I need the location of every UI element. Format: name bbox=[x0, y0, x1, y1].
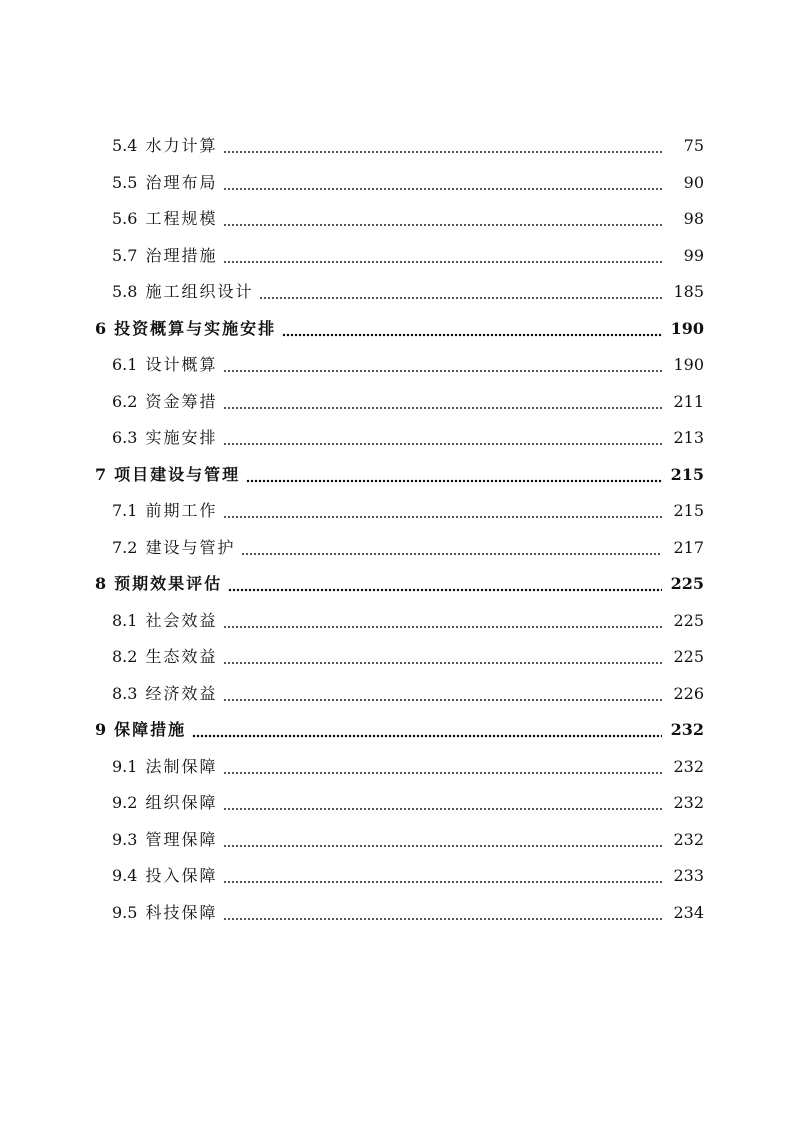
dot-leader bbox=[223, 355, 662, 375]
toc-entry-number: 5.4 bbox=[112, 136, 138, 156]
toc-chapter-8[interactable] bbox=[0, 566, 800, 603]
toc-entry-title: 治理布局 bbox=[145, 172, 218, 192]
toc-entry-6-3[interactable] bbox=[0, 420, 800, 457]
toc-entry-title: 投入保障 bbox=[145, 866, 218, 886]
toc-chapter-number: 6 bbox=[95, 318, 107, 338]
toc-chapter-page: 215 bbox=[670, 464, 704, 484]
toc-chapter-number: 8 bbox=[95, 574, 107, 594]
toc-entry-title: 设计概算 bbox=[145, 355, 218, 375]
toc-entry-9-1[interactable] bbox=[0, 749, 800, 786]
toc-entry-number: 6.3 bbox=[112, 428, 138, 448]
toc-entry-number: 6.2 bbox=[112, 391, 138, 411]
toc-chapter-7[interactable] bbox=[0, 457, 800, 494]
table-of-contents bbox=[0, 128, 800, 931]
toc-chapter-title: 投资概算与实施安排 bbox=[114, 318, 277, 338]
dot-leader bbox=[223, 647, 662, 667]
dot-leader bbox=[259, 282, 662, 302]
toc-entry-page: 226 bbox=[673, 683, 704, 703]
dot-leader bbox=[246, 465, 662, 485]
toc-entry-number: 9.5 bbox=[112, 902, 138, 922]
toc-entry-title: 经济效益 bbox=[145, 683, 218, 703]
toc-entry-page: 232 bbox=[673, 829, 704, 849]
toc-entry-number: 7.1 bbox=[112, 501, 138, 521]
toc-entry-title: 前期工作 bbox=[145, 501, 218, 521]
toc-chapter-6[interactable] bbox=[0, 311, 800, 348]
toc-chapter-title: 预期效果评估 bbox=[114, 574, 223, 594]
toc-entry-title: 法制保障 bbox=[145, 756, 218, 776]
toc-entry-5-6[interactable] bbox=[0, 201, 800, 238]
toc-entry-number: 9.3 bbox=[112, 829, 138, 849]
toc-entry-title: 资金筹措 bbox=[145, 391, 218, 411]
dot-leader bbox=[223, 501, 662, 521]
toc-entry-number: 8.3 bbox=[112, 683, 138, 703]
toc-chapter-number: 7 bbox=[95, 464, 107, 484]
toc-entry-page: 215 bbox=[673, 501, 704, 521]
toc-entry-page: 225 bbox=[673, 610, 704, 630]
dot-leader bbox=[223, 793, 662, 813]
toc-entry-page: 98 bbox=[683, 209, 704, 229]
dot-leader bbox=[223, 757, 662, 777]
toc-entry-6-1[interactable] bbox=[0, 347, 800, 384]
toc-entry-title: 管理保障 bbox=[145, 829, 218, 849]
toc-entry-title: 施工组织设计 bbox=[145, 282, 254, 302]
toc-entry-9-4[interactable] bbox=[0, 858, 800, 895]
toc-entry-page: 232 bbox=[673, 793, 704, 813]
toc-entry-title: 治理措施 bbox=[145, 245, 218, 265]
dot-leader bbox=[223, 246, 662, 266]
toc-entry-page: 90 bbox=[683, 172, 704, 192]
dot-leader bbox=[223, 684, 662, 704]
toc-entry-title: 生态效益 bbox=[145, 647, 218, 667]
toc-chapter-number: 9 bbox=[95, 720, 107, 740]
dot-leader bbox=[241, 538, 662, 558]
toc-entry-page: 190 bbox=[673, 355, 704, 375]
toc-entry-number: 5.7 bbox=[112, 245, 138, 265]
dot-leader bbox=[223, 866, 662, 886]
toc-entry-title: 建设与管护 bbox=[145, 537, 236, 557]
toc-entry-7-2[interactable] bbox=[0, 530, 800, 567]
toc-entry-number: 8.1 bbox=[112, 610, 138, 630]
toc-chapter-title: 项目建设与管理 bbox=[114, 464, 241, 484]
toc-entry-title: 社会效益 bbox=[145, 610, 218, 630]
toc-chapter-page: 232 bbox=[670, 720, 704, 740]
dot-leader bbox=[223, 428, 662, 448]
dot-leader bbox=[223, 903, 662, 923]
dot-leader bbox=[282, 319, 662, 339]
dot-leader bbox=[223, 392, 662, 412]
toc-entry-8-3[interactable] bbox=[0, 676, 800, 713]
toc-chapter-title: 保障措施 bbox=[114, 720, 187, 740]
toc-entry-page: 75 bbox=[683, 136, 704, 156]
toc-entry-page: 211 bbox=[673, 391, 704, 411]
dot-leader bbox=[192, 720, 662, 740]
toc-entry-6-2[interactable] bbox=[0, 384, 800, 421]
toc-entry-page: 233 bbox=[673, 866, 704, 886]
toc-entry-title: 水力计算 bbox=[145, 136, 218, 156]
toc-entry-8-2[interactable] bbox=[0, 639, 800, 676]
toc-chapter-9[interactable] bbox=[0, 712, 800, 749]
dot-leader bbox=[223, 830, 662, 850]
toc-entry-page: 217 bbox=[673, 537, 704, 557]
toc-entry-page: 225 bbox=[673, 647, 704, 667]
dot-leader bbox=[223, 611, 662, 631]
toc-entry-title: 实施安排 bbox=[145, 428, 218, 448]
toc-entry-7-1[interactable] bbox=[0, 493, 800, 530]
toc-entry-number: 9.2 bbox=[112, 793, 138, 813]
toc-chapter-page: 225 bbox=[670, 574, 704, 594]
dot-leader bbox=[223, 173, 662, 193]
toc-entry-number: 6.1 bbox=[112, 355, 138, 375]
dot-leader bbox=[228, 574, 662, 594]
toc-entry-5-8[interactable] bbox=[0, 274, 800, 311]
toc-entry-number: 5.6 bbox=[112, 209, 138, 229]
toc-entry-5-7[interactable] bbox=[0, 238, 800, 275]
toc-entry-9-5[interactable] bbox=[0, 895, 800, 932]
toc-entry-number: 9.4 bbox=[112, 866, 138, 886]
toc-entry-9-2[interactable] bbox=[0, 785, 800, 822]
toc-entry-number: 7.2 bbox=[112, 537, 138, 557]
toc-entry-5-4[interactable] bbox=[0, 128, 800, 165]
toc-entry-page: 232 bbox=[673, 756, 704, 776]
toc-entry-number: 5.5 bbox=[112, 172, 138, 192]
toc-entry-9-3[interactable] bbox=[0, 822, 800, 859]
toc-entry-page: 185 bbox=[673, 282, 704, 302]
toc-entry-page: 213 bbox=[673, 428, 704, 448]
toc-entry-title: 组织保障 bbox=[145, 793, 218, 813]
toc-entry-5-5[interactable] bbox=[0, 165, 800, 202]
toc-entry-page: 234 bbox=[673, 902, 704, 922]
toc-chapter-page: 190 bbox=[670, 318, 704, 338]
toc-entry-number: 8.2 bbox=[112, 647, 138, 667]
toc-entry-8-1[interactable] bbox=[0, 603, 800, 640]
dot-leader bbox=[223, 209, 662, 229]
toc-entry-page: 99 bbox=[683, 245, 704, 265]
toc-entry-number: 5.8 bbox=[112, 282, 138, 302]
toc-entry-title: 科技保障 bbox=[145, 902, 218, 922]
toc-entry-title: 工程规模 bbox=[145, 209, 218, 229]
dot-leader bbox=[223, 136, 662, 156]
toc-entry-number: 9.1 bbox=[112, 756, 138, 776]
